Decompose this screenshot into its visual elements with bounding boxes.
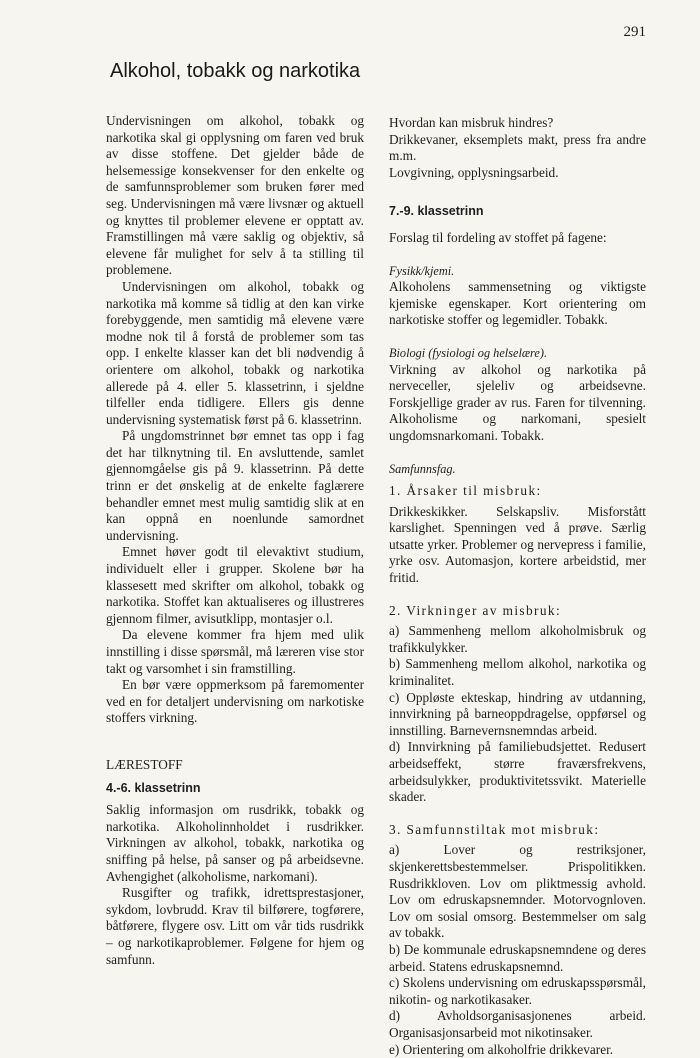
legislation-line: Lovgivning, opplysningsarbeid. (389, 165, 646, 182)
timing-paragraph: Undervisningen om alkohol, tobakk og narkotika må komme så tidlig at den kan virke forebyggende, men samtidig må elevene være modne nok til å forstå de problemer som tas opp. I enkelte klasser kan det bli nødvendig å orientere om alkohol, tobakk og narkotika allerede på 4. eller 5. klassetrinn, i sjeldne tilfeller enda tidligere. Ellers gis denne undervisning systematisk først på 6. klassetrinn. (106, 279, 364, 428)
laerestoff-heading: LÆRESTOFF (106, 757, 364, 774)
question-line: Hvordan kan misbruk hindres? (389, 115, 646, 132)
arsaker-paragraph: Drikkeskikker. Selskapsliv. Misforstått karslighet. Spenningen ved å prøve. Særlig utsatte yrker. Problemer og nervepress i familie, yrke osv. Automasjon, kortere arbeidstid, mer fritid. (389, 504, 646, 587)
samfunnsfag-heading: Samfunnsfag. (389, 461, 646, 478)
page-title: Alkohol, tobakk og narkotika (110, 60, 360, 83)
traffic-paragraph: Rusgifter og trafikk, idrettsprestasjoner, sykdom, lovbrudd. Krav til bilførere, togførere, båtførere, flygere osv. Litt om vår tids rusdrikk – og narkotikaproblemer. Følgene for hjem og samfunn. (106, 885, 364, 968)
biologi-heading: Biologi (fysiologi og helselære). (389, 345, 646, 362)
tiltak-item-c: c) Skolens undervisning om edruskapsspørsmål, nikotin- og narkotikasaker. (389, 975, 646, 1008)
heading-4-6: 4.-6. klassetrinn (106, 780, 364, 797)
tiltak-item-e: e) Orientering om alkoholfrie drikkevarer. (389, 1042, 646, 1058)
intro-paragraph: Undervisningen om alkohol, tobakk og narkotika skal gi opplysning om faren ved bruk av disse stoffene. Det gjelder både de helsemessige konsekvenser for den enkelte og de samfunnsproblemer som bruken fører med seg. Undervisningen må være livsnær og aktuell og knyttes til problemer elevene er opptatt av. Framstillingen må være saklig og objektiv, så elevene får mulighet for selv å ta stilling til problemene. (106, 113, 364, 279)
arsaker-heading: 1. Årsaker til misbruk: (389, 483, 646, 500)
virkninger-item-d: d) Innvirkning på familiebudsjettet. Redusert arbeidseffekt, større fraværsfrekvens, arbeidsulykker, produktivitetssvikt. Materielle skader. (389, 739, 646, 805)
ungdomstrinn-paragraph: På ungdomstrinnet bør emnet tas opp i fag det har tilknytning til. En avsluttende, samlet gjennomgåelse gis på 9. klassetrinn. På dette trinn er det ønskelig at de enkelte faglærere behandler emnet mest mulig samtidig slik at en kan oppnå en noenlunde samordnet undervisning. (106, 428, 364, 544)
tiltak-item-a: a) Lover og restriksjoner, skjenkerettsbestemmelser. Prispolitikken. Rusdrikkloven. Lov om pliktmessig avhold. Lov om edruskapsnemnder. Motorvognloven. Lov om sosial omsorg. Bestemmelser om salg av tobakk. (389, 842, 646, 942)
left-column (106, 113, 364, 968)
habits-line: Drikkevaner, eksemplets makt, press fra andre m.m. (389, 132, 646, 165)
info-paragraph: Saklig informasjon om rusdrikk, tobakk og narkotika. Alkoholinnholdet i rusdrikker. Virkningen av alkohol, tobakk, narkotika og sniffing på helse, på sanser og på arbeidsevne. Avhengighet (alkoholisme, narkomani). (106, 802, 364, 885)
tiltak-item-b: b) De kommunale edruskapsnemndene og deres arbeid. Statens edruskapsnemnd. (389, 942, 646, 975)
virkninger-item-a: a) Sammenheng mellom alkoholmisbruk og trafikkulykker. (389, 623, 646, 656)
heading-7-9: 7.-9. klassetrinn (389, 203, 646, 220)
fysikk-paragraph: Alkoholens sammensetning og viktigste kjemiske egenskaper. Kort orientering om narkotiske stoffer og legemidler. Tobakk. (389, 279, 646, 329)
virkninger-item-c: c) Oppløste ekteskap, hindring av utdanning, innvirkning på barneoppdragelse, oppførsel og innstilling. Barnevernsnemndas arbeid. (389, 690, 646, 740)
virkninger-item-b: b) Sammenheng mellom alkohol, narkotika og kriminalitet. (389, 656, 646, 689)
tiltak-item-d: d) Avholdsorganisasjonenes arbeid. Organisasjonsarbeid mot nikotinsaker. (389, 1008, 646, 1041)
fysikk-heading: Fysikk/kjemi. (389, 263, 646, 280)
warning-paragraph: En bør være oppmerksom på faremomenter ved en for detaljert undervisning om narkotiske stoffers virkning. (106, 677, 364, 727)
study-paragraph: Emnet høver godt til elevaktivt studium, individuelt eller i grupper. Skolene bør ha klassesett med skrifter om alkohol, tobakk og narkotika. Stoffet kan aktualiseres og illustreres gjennom filmer, avisutklipp, montasjer o.l. (106, 544, 364, 627)
right-column (389, 115, 646, 1058)
proposal-line: Forslag til fordeling av stoffet på fagene: (389, 230, 646, 247)
home-paragraph: Da elevene kommer fra hjem med ulik innstilling i disse spørsmål, må læreren vise stor takt og varsomhet i sin framstilling. (106, 627, 364, 677)
page-number: 291 (624, 24, 647, 41)
tiltak-heading: 3. Samfunnstiltak mot misbruk: (389, 822, 646, 839)
virkninger-heading: 2. Virkninger av misbruk: (389, 603, 646, 620)
biologi-paragraph: Virkning av alkohol og narkotika på nerveceller, sjeleliv og arbeidsevne. Forskjellige grader av rus. Faren for tilvenning. Alkoholisme og narkomani, spesielt ungdomsnarkomani. Tobakk. (389, 362, 646, 445)
